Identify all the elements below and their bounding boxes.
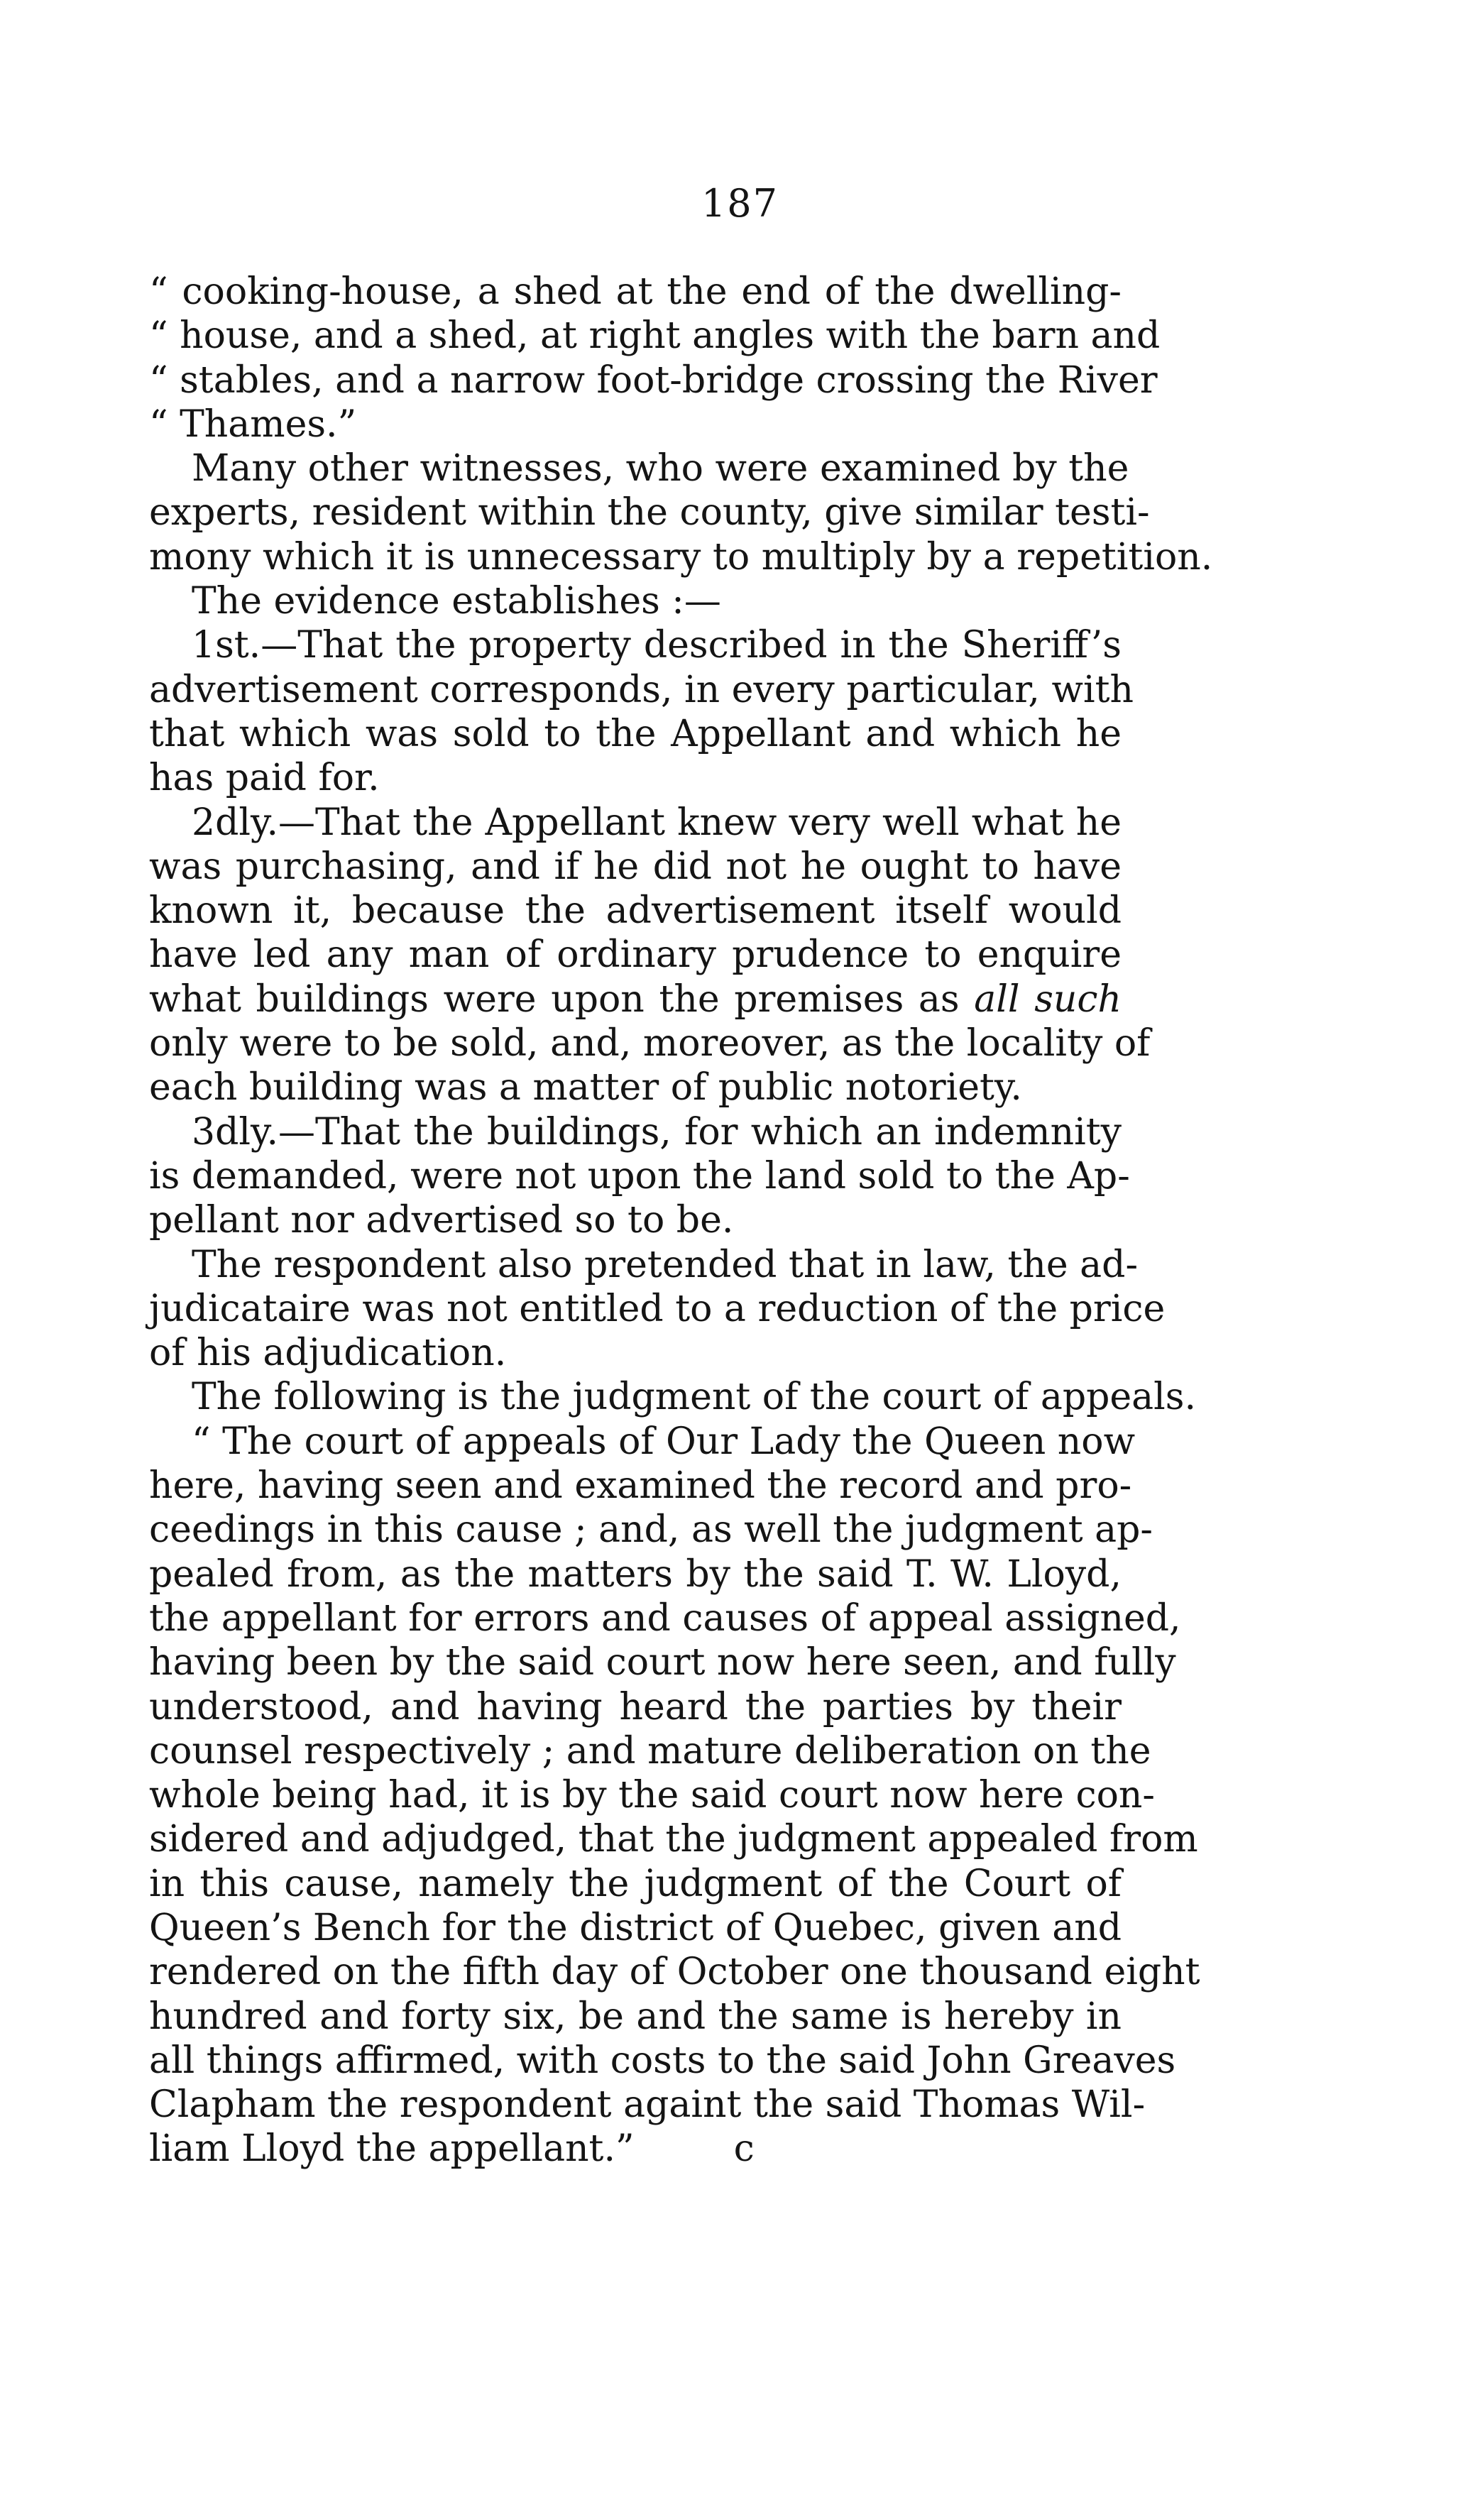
text-line: understood, and having heard the parties by their — [149, 1685, 1122, 1729]
text-line-part: liam Lloyd the appellant.” — [149, 2127, 635, 2171]
text-line: was purchasing, and if he did not he ought to have — [149, 845, 1122, 888]
text-line: rendered on the fifth day of October one thousand eight — [149, 1951, 1200, 1994]
text-line: “ Thames.” — [149, 402, 357, 446]
text-line: counsel respectively ; and mature deliberation on the — [149, 1729, 1151, 1773]
text-line: “ cooking-house, a shed at the end of the dwelling- — [149, 270, 1122, 313]
emphasis-text: all such — [974, 977, 1122, 1021]
text-line: of his adjudication. — [149, 1332, 507, 1375]
text-line: Queen’s Bench for the district of Quebec, given and — [149, 1906, 1122, 1949]
text-line: ceedings in this cause ; and, as well the judgment ap- — [149, 1508, 1153, 1552]
text-line: is demanded, were not upon the land sold to the Ap- — [149, 1154, 1130, 1198]
judgment-quote-start: “ The court of appeals of Our Lady the Queen now — [192, 1420, 1136, 1463]
text-line: each building was a matter of public notoriety. — [149, 1066, 1022, 1110]
text-line-part: what buildings were upon the premises as — [149, 977, 975, 1021]
text-line: the appellant for errors and causes of appeal assigned, — [149, 1596, 1181, 1640]
body-text — [149, 270, 1213, 2171]
text-line: here, having seen and examined the record and pro- — [149, 1464, 1132, 1508]
text-line — [149, 977, 1122, 1021]
text-line: pellant nor advertised so to be. — [149, 1199, 734, 1242]
text-line: “ stables, and a narrow foot-bridge crossing the River — [149, 358, 1158, 402]
text-line: all things affirmed, with costs to the said John Greaves — [149, 2039, 1176, 2082]
text-line: mony which it is unnecessary to multiply by a repetition. — [149, 535, 1213, 579]
text-line: whole being had, it is by the said court now here con- — [149, 1774, 1155, 1817]
text-line: has paid for. — [149, 757, 380, 800]
paragraph-start: The evidence establishes :— — [192, 580, 721, 623]
finding-first: 1st.—That the property described in the Sheriff’s — [192, 624, 1122, 667]
text-line: judicataire was not entitled to a reduction of the price — [149, 1287, 1166, 1330]
text-line: hundred and forty six, be and the same is hereby in — [149, 1995, 1122, 2038]
text-line: Clapham the respondent againt the said Thomas Wil- — [149, 2083, 1146, 2127]
text-line: having been by the said court now here seen, and fully — [149, 1641, 1176, 1684]
text-line — [149, 2127, 1122, 2171]
text-line: advertisement corresponds, in every particular, with — [149, 668, 1134, 711]
paragraph-start: The respondent also pretended that in law, the ad- — [192, 1243, 1139, 1286]
text-line: only were to be sold, and, moreover, as the locality of — [149, 1022, 1151, 1065]
text-line: known it, because the advertisement itself would — [149, 889, 1122, 933]
text-line: pealed from, as the matters by the said T. W. Lloyd, — [149, 1552, 1122, 1596]
paragraph-start: The following is the judgment of the court of appeals. — [192, 1376, 1197, 1419]
signature-mark: c — [733, 2127, 755, 2171]
text-line: in this cause, namely the judgment of the Court of — [149, 1862, 1122, 1905]
finding-third: 3dly.—That the buildings, for which an indemnity — [192, 1110, 1122, 1154]
text-line: sidered and adjudged, that the judgment appealed from — [149, 1818, 1198, 1861]
page-number: 187 — [701, 181, 779, 226]
text-line: that which was sold to the Appellant and which he — [149, 712, 1122, 755]
text-line: “ house, and a shed, at right angles with the barn and — [149, 314, 1161, 358]
text-line: have led any man of ordinary prudence to enquire — [149, 933, 1122, 977]
paragraph-start: Many other witnesses, who were examined by the — [192, 447, 1129, 491]
finding-second: 2dly.—That the Appellant knew very well what he — [192, 801, 1122, 844]
text-line: experts, resident within the county, give similar testi- — [149, 491, 1150, 535]
